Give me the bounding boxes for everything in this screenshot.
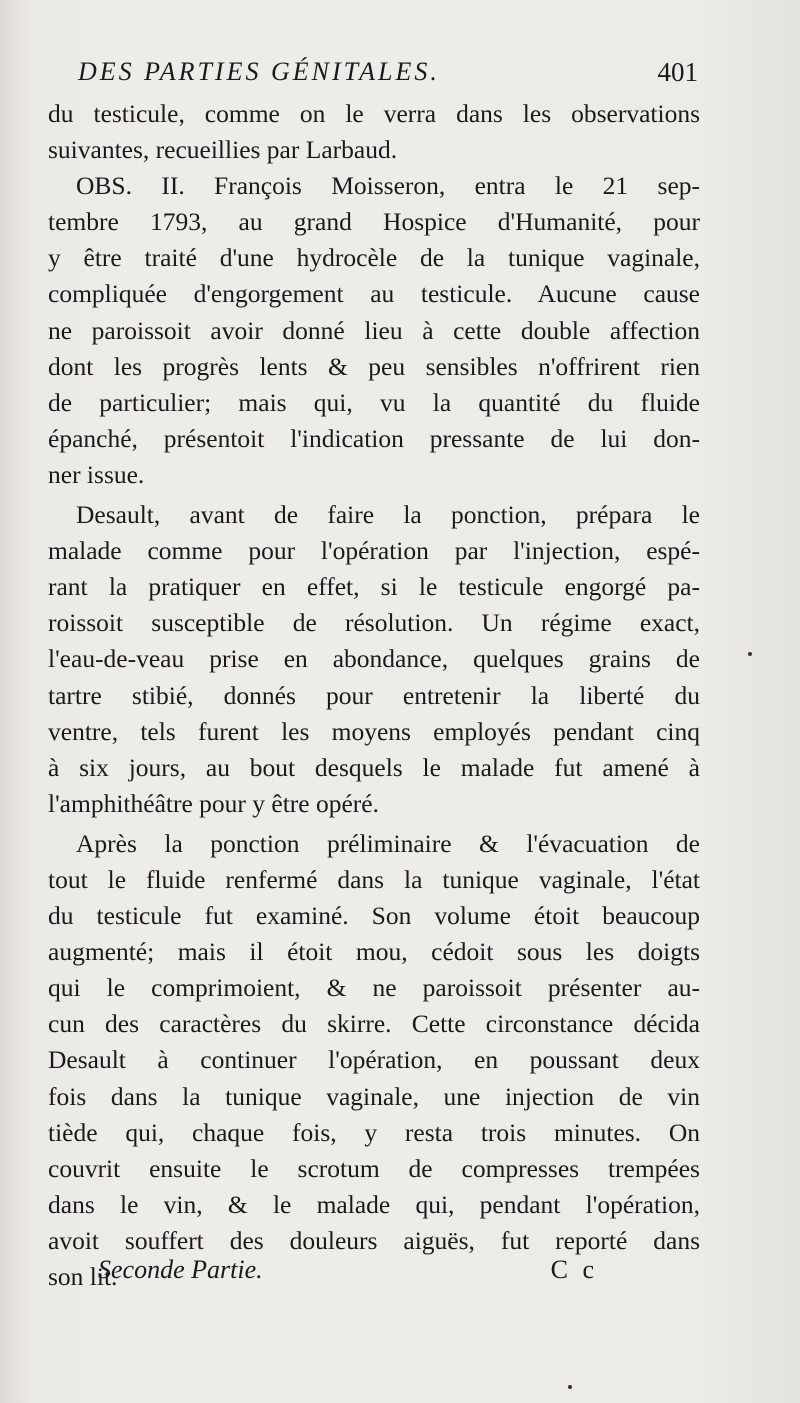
text-line: du testicule, comme on le verra dans les observations [48, 99, 700, 128]
signature-mark: C c [550, 1255, 598, 1284]
text-line: malade comme pour l'opération par l'injection, espé- [48, 536, 700, 566]
text-line: Après la ponction préliminaire & l'évacuation de [76, 828, 700, 858]
text-line: rant la pratiquer en effet, si le testicule engorgé pa- [48, 572, 700, 602]
page-number: 401 [657, 57, 698, 87]
text-line: augmenté; mais il étoit mou, cédoit sous les doigts [48, 937, 700, 967]
text-line: ner issue. [48, 459, 145, 489]
text-line: dans le vin, & le malade qui, pendant l'opération, [48, 1189, 700, 1219]
part-label: Seconde Partie. [98, 1255, 263, 1284]
text-line: l'eau-de-veau prise en abondance, quelques grains de [48, 644, 700, 674]
text-line: tembre 1793, au grand Hospice d'Humanité, pour [48, 207, 700, 237]
text-line: du testicule fut examiné. Son volume étoit beaucoup [48, 901, 700, 931]
text-line: OBS. II. François Moisseron, entra le 21 sep- [76, 171, 700, 201]
text-line: compliquée d'engorgement au testicule. Aucune cause [48, 279, 700, 309]
text-line: fois dans la tunique vaginale, une injection de vin [48, 1081, 700, 1111]
text-line: avoit souffert des douleurs aiguës, fut reporté dans [48, 1225, 700, 1255]
paper-speck [568, 1385, 572, 1389]
text-line: cun des caractères du skirre. Cette circonstance décida [48, 1009, 700, 1039]
text-line: Desault à continuer l'opération, en poussant deux [48, 1045, 700, 1075]
text-line: y être traité d'une hydrocèle de la tunique vaginale, [48, 243, 700, 273]
text-line: de particulier; mais qui, vu la quantité du fluide [48, 387, 700, 417]
text-line: qui le comprimoient, & ne paroissoit présenter au- [48, 973, 700, 1003]
text-line: tout le fluide renfermé dans la tunique vaginale, l'état [48, 864, 700, 894]
page-header [78, 52, 698, 92]
text-line: couvrit ensuite le scrotum de compresses trempées [48, 1153, 700, 1183]
text-line: dont les progrès lents & peu sensibles n'offrirent rien [48, 351, 700, 381]
text-line: son lit. [48, 1262, 118, 1291]
text-line: ventre, tels furent les moyens employés pendant cinq [48, 716, 700, 746]
text-line: suivantes, recueillies par Larbaud. [48, 135, 398, 165]
text-line: ne paroissoit avoir donné lieu à cette double affection [48, 315, 700, 345]
running-title: DES PARTIES GÉNITALES. [78, 57, 440, 86]
page-footer [98, 1250, 598, 1290]
text-line: tartre stibié, donnés pour entretenir la liberté du [48, 680, 700, 710]
text-line: tiède qui, chaque fois, y resta trois minutes. On [48, 1117, 700, 1147]
text-line: Desault, avant de faire la ponction, prépara le [76, 500, 700, 530]
body-text [48, 96, 700, 1295]
paper-speck [748, 652, 752, 656]
text-line: à six jours, au bout desquels le malade fut amené à [48, 752, 700, 782]
text-line: roissoit susceptible de résolution. Un régime exact, [48, 608, 700, 638]
text-line: l'amphithéâtre pour y être opéré. [48, 788, 379, 818]
text-line: épanché, présentoit l'indication pressante de lui don- [48, 423, 700, 453]
